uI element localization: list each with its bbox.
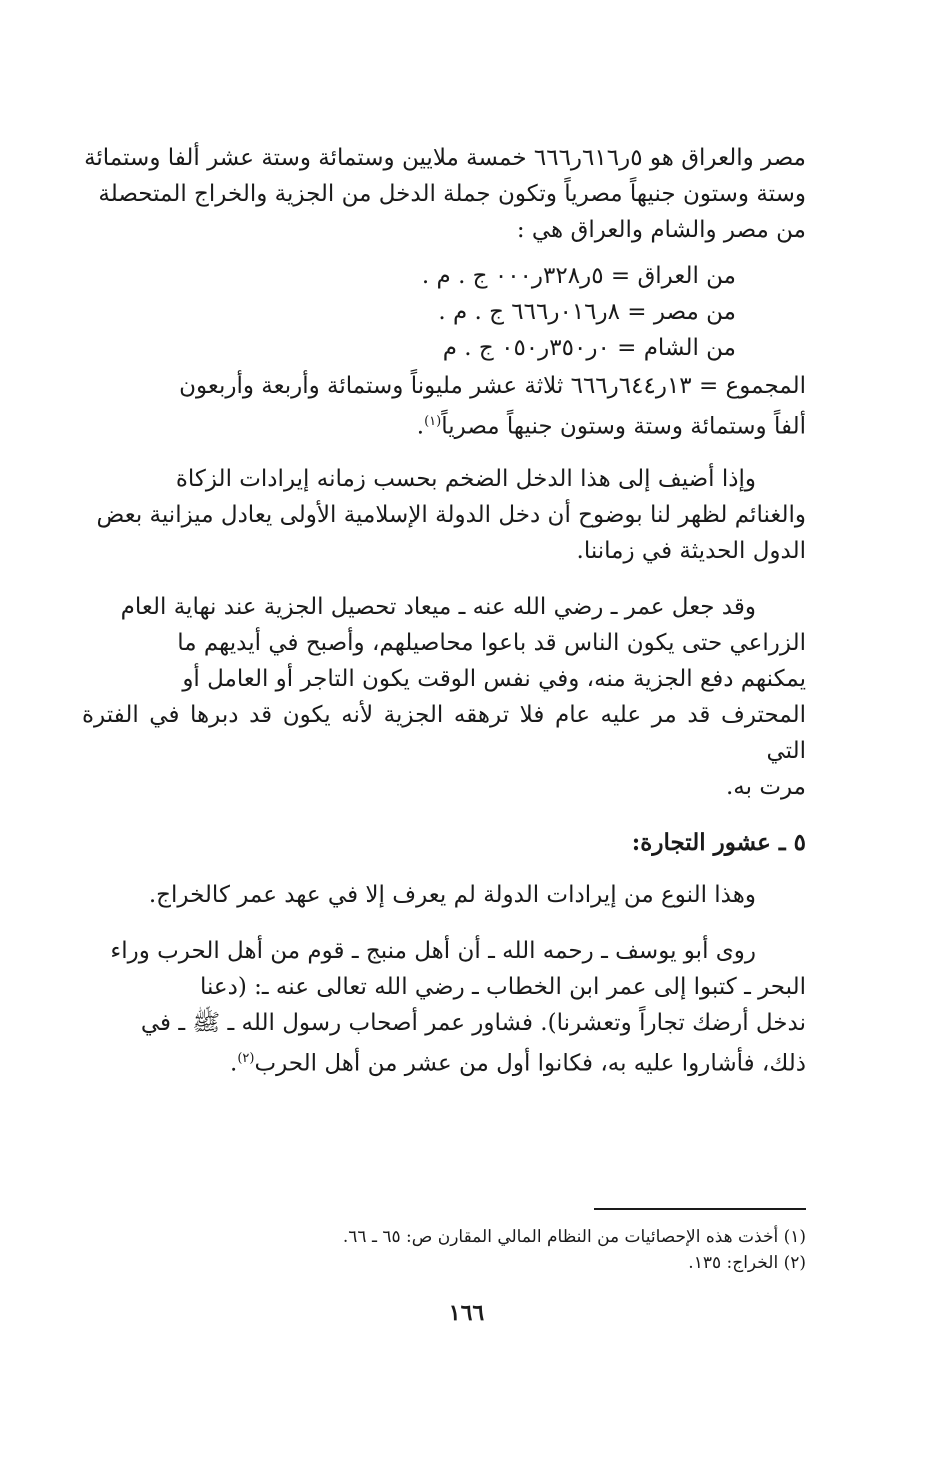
paragraph-jizya-timing — [82, 589, 806, 805]
text-line: وقد جعل عمر ـ رضي الله عنه ـ ميعاد تحصيل الجزية عند نهاية العام — [120, 593, 756, 620]
text-line: الزراعي حتى يكون الناس قد باعوا محاصيلهم، وأصبح في أيديهم ما — [177, 629, 806, 656]
text-line: والغنائم لظهر لنا بوضوح أن دخل الدولة الإسلامية الأولى يعادل ميزانية بعض — [96, 501, 806, 528]
revenue-iraq: من العراق = ٥ر٣٢٨ر٠٠٠ ج . م . — [421, 263, 736, 289]
footnotes — [82, 1208, 806, 1276]
text-fragment: ألفاً وستمائة وستة وستون جنيهاً مصرياً — [441, 413, 806, 440]
text-line: وإذا أضيف إلى هذا الدخل الضخم بحسب زمانه إيرادات الزكاة — [175, 465, 756, 492]
text-fragment: ذلك، فأشاروا عليه به، فكانوا أول من عشر من أهل الحرب — [254, 1050, 806, 1077]
text-line: المحترف قد مر عليه عام فلا ترهقه الجزية لأنه يكون قد دبرها في الفترة التي — [82, 701, 806, 764]
footnote-reference: (١) — [424, 414, 442, 429]
text-line — [82, 1041, 806, 1082]
text-line: البحر ـ كتبوا إلى عمر ابن الخطاب ـ رضي الله تعالى عنه ـ: (دعنا — [199, 973, 806, 1000]
revenue-total — [82, 368, 806, 445]
text-fragment: . — [230, 1050, 238, 1077]
footnote-divider — [594, 1208, 806, 1210]
page-body — [82, 140, 806, 1101]
text-line: وهذا النوع من إيرادات الدولة لم يعرف إلا في عهد عمر كالخراج. — [148, 881, 756, 908]
text-line: ندخل أرضك تجاراً وتعشرنا). فشاور عمر أصحاب رسول الله ـ ﷺ ـ في — [140, 1009, 806, 1036]
revenue-sham: من الشام = ٠ر٣٥٠ر٠٥٠ ج . م — [442, 335, 736, 361]
footnote-reference: (٢) — [237, 1050, 255, 1066]
text-line: وستة وستون جنيهاً مصرياً وتكون جملة الدخل من الجزية والخراج المتحصلة — [98, 181, 806, 207]
paragraph-abu-yusuf — [82, 933, 806, 1082]
revenue-egypt: من مصر = ٨ر٠١٦ر٦٦٦ ج . م . — [438, 299, 736, 325]
page-number: ١٦٦ — [448, 1300, 485, 1326]
text-line: روى أبو يوسف ـ رحمه الله ـ أن أهل منبج ـ قوم من أهل الحرب وراء — [110, 937, 756, 964]
text-line: مرت به. — [725, 773, 806, 800]
text-line: الدول الحديثة في زماننا. — [576, 537, 806, 564]
footnote-1: (١) أخذت هذه الإحصائيات من النظام المالي المقارن ص: ٦٥ ـ ٦٦. — [342, 1227, 806, 1247]
text-line: من مصر والشام والعراق هي : — [516, 217, 806, 243]
text-fragment: . — [416, 413, 425, 440]
text-line: مصر والعراق هو ٥ر٦١٦ر٦٦٦ خمسة ملايين وستمائة وستة عشر ألفا وستمائة — [84, 145, 806, 171]
paragraph-egypt-iraq-revenue — [82, 140, 806, 248]
section-heading: ٥ ـ عشور التجارة: — [631, 828, 806, 856]
text-line — [82, 404, 806, 445]
paragraph-zakat — [82, 461, 806, 569]
text-line: المجموع = ١٣ر٦٤٤ر٦٦٦ ثلاثة عشر مليوناً وستمائة وأربعة وأربعون — [179, 373, 806, 399]
text-line: يمكنهم دفع الجزية منه، وفي نفس الوقت يكون التاجر أو العامل أو — [182, 665, 806, 692]
paragraph-trade-tithes — [82, 877, 806, 913]
revenue-list — [82, 258, 806, 366]
footnote-2: (٢) الخراج: ١٣٥. — [688, 1253, 806, 1273]
